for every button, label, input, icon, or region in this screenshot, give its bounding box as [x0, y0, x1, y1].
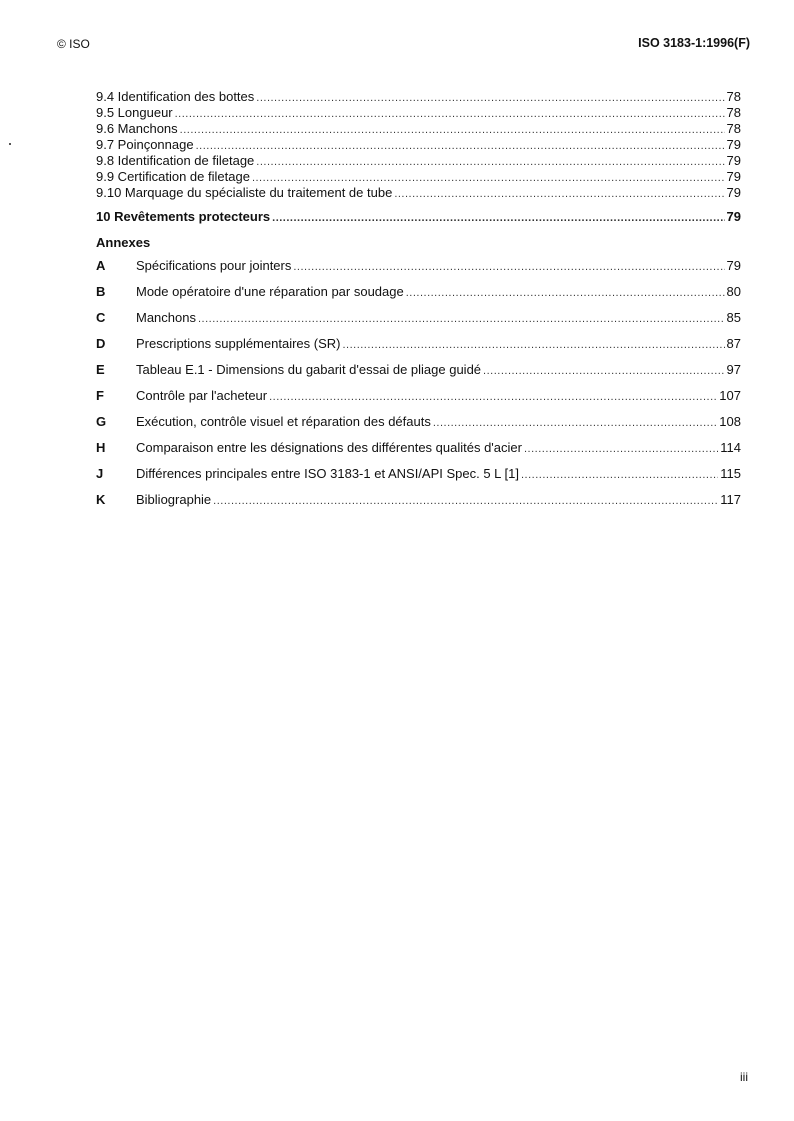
annex-entry: [96, 253, 741, 279]
toc-entry-page: 79: [726, 137, 741, 152]
leader-dots: [272, 208, 724, 228]
annex-letter: G: [96, 414, 107, 429]
annexes-heading: Annexes: [96, 235, 151, 250]
toc-entry-page: 78: [726, 121, 741, 136]
annex-page: 80: [726, 284, 741, 299]
toc-entry-label: 9.10 Marquage du spécialiste du traitement de tube: [96, 185, 393, 200]
annex-letter: C: [96, 310, 106, 325]
page-number: iii: [740, 1070, 748, 1084]
annex-letter: D: [96, 336, 106, 351]
annex-page: 87: [726, 336, 741, 351]
section-10-page: 79: [726, 209, 741, 224]
scan-speck: [9, 143, 11, 145]
annex-letter: A: [96, 258, 106, 273]
table-of-contents: [96, 89, 741, 513]
toc-entry-label: 9.5 Longueur: [96, 105, 173, 120]
toc-entry: [96, 185, 741, 201]
annex-page: 85: [726, 310, 741, 325]
leader-dots: [269, 384, 717, 410]
header-standard-id: ISO 3183-1:1996(F): [638, 36, 750, 50]
annex-page: 108: [719, 414, 741, 429]
annex-page: 79: [726, 258, 741, 273]
toc-entry: [96, 169, 741, 185]
leader-dots: [524, 436, 718, 462]
annex-entry: [96, 305, 741, 331]
leader-dots: [406, 280, 725, 306]
annex-letter: B: [96, 284, 106, 299]
toc-entry: [96, 121, 741, 137]
annex-letter: E: [96, 362, 105, 377]
leader-dots: [394, 186, 724, 202]
annex-title: Mode opératoire d'une réparation par soudage: [136, 284, 404, 299]
annex-title: Comparaison entre les désignations des différentes qualités d'acier: [136, 440, 522, 455]
annex-entry: [96, 357, 741, 383]
toc-entry: [96, 137, 741, 153]
leader-dots: [483, 358, 724, 384]
leader-dots: [293, 254, 724, 280]
annex-page: 115: [720, 466, 741, 481]
annex-page: 114: [720, 440, 741, 455]
annex-entry: [96, 383, 741, 409]
leader-dots: [180, 122, 725, 138]
toc-entry-label: 9.9 Certification de filetage: [96, 169, 250, 184]
annex-letter: H: [96, 440, 106, 455]
leader-dots: [213, 488, 718, 514]
annex-title: Prescriptions supplémentaires (SR): [136, 336, 341, 351]
leader-dots: [252, 170, 725, 186]
annex-page: 107: [719, 388, 741, 403]
leader-dots: [521, 462, 718, 488]
section-10-label: 10 Revêtements protecteurs: [96, 209, 271, 224]
annex-entry: [96, 279, 741, 305]
annex-title: Tableau E.1 - Dimensions du gabarit d'essai de pliage guidé: [136, 362, 482, 377]
annex-entry: [96, 331, 741, 357]
annex-page: 97: [726, 362, 741, 377]
annex-letter: F: [96, 388, 104, 403]
toc-entry: [96, 89, 741, 105]
annex-title: Spécifications pour jointers: [136, 258, 292, 273]
toc-entry-label: 9.4 Identification des bottes: [96, 89, 255, 104]
toc-entry-page: 79: [726, 153, 741, 168]
leader-dots: [342, 332, 724, 358]
leader-dots: [433, 410, 717, 436]
annex-title: Exécution, contrôle visuel et réparation des défauts: [136, 414, 431, 429]
leader-dots: [196, 138, 725, 154]
toc-entry-page: 78: [726, 89, 741, 104]
leader-dots: [256, 154, 724, 170]
annex-entry: [96, 461, 741, 487]
annex-entry: [96, 409, 741, 435]
toc-entry-page: 79: [726, 169, 741, 184]
toc-section-10: [96, 207, 741, 227]
annex-title: Bibliographie: [136, 492, 212, 507]
toc-entry-label: 9.8 Identification de filetage: [96, 153, 255, 168]
toc-entry-label: 9.6 Manchons: [96, 121, 178, 136]
annex-page: 117: [720, 492, 741, 507]
toc-entry-page: 79: [726, 185, 741, 200]
toc-entry: [96, 153, 741, 169]
annex-letter: J: [96, 466, 104, 481]
annex-letter: K: [96, 492, 106, 507]
toc-entry: [96, 105, 741, 121]
toc-entry-page: 78: [726, 105, 741, 120]
leader-dots: [256, 90, 724, 106]
leader-dots: [175, 106, 725, 122]
annex-entry: [96, 435, 741, 461]
leader-dots: [198, 306, 725, 332]
annex-title: Différences principales entre ISO 3183-1 et ANSI/API Spec. 5 L [1]: [136, 466, 519, 481]
header-copyright: © ISO: [57, 37, 90, 51]
annex-entry: [96, 487, 741, 513]
toc-entry-label: 9.7 Poinçonnage: [96, 137, 194, 152]
annex-title: Manchons: [136, 310, 196, 325]
annex-title: Contrôle par l'acheteur: [136, 388, 268, 403]
